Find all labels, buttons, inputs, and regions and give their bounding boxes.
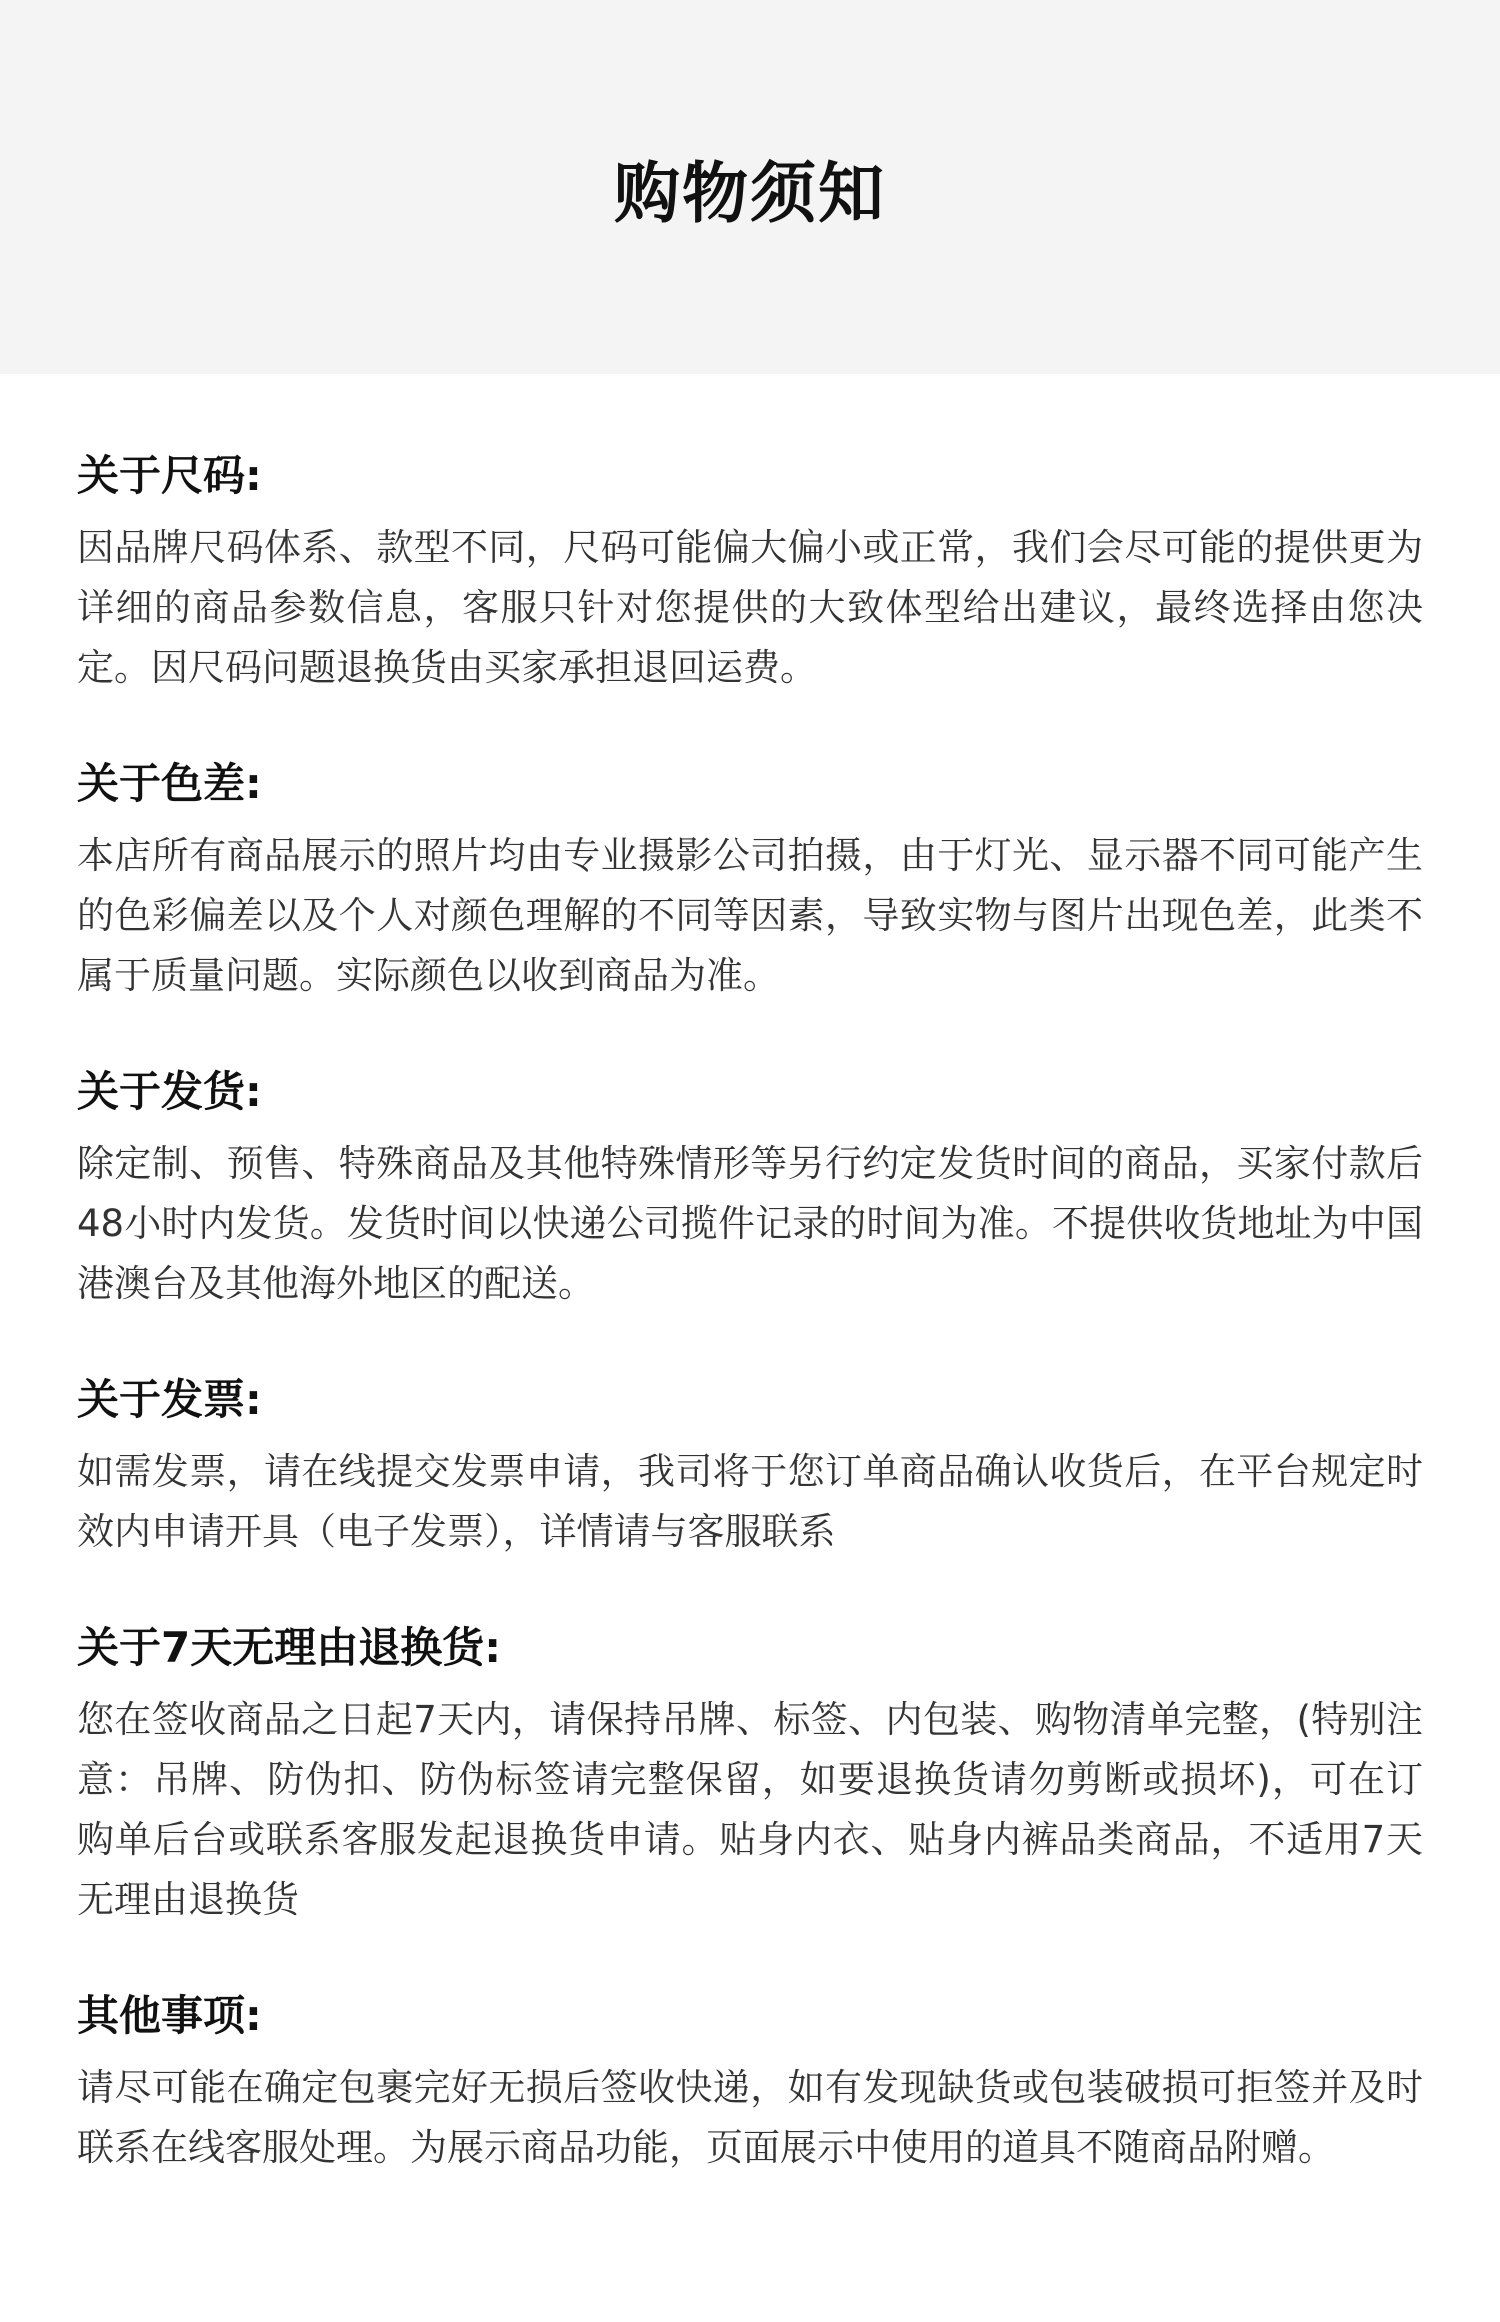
section-other (77, 1986, 1423, 2178)
header-banner (0, 0, 1500, 374)
section-text: 您在签收商品之日起7天内，请保持吊牌、标签、内包装、购物清单完整，(特别注意：吊牌、防伪扣、防伪标签请完整保留，如要退换货请勿剪断或损坏)，可在订购单后台或联系客服发起退换货申请。贴身内衣、贴身内裤品类商品，不适用7天无理由退换货 (77, 1698, 1423, 1921)
notice-content (0, 374, 1500, 2178)
section-text: 如需发票，请在线提交发票申请，我司将于您订单商品确认收货后，在平台规定时效内申请开具（电子发票），详情请与客服联系 (77, 1450, 1423, 1553)
section-heading: 关于7天无理由退换货: (77, 1623, 502, 1672)
section-invoice (77, 1370, 1423, 1562)
section-text: 因品牌尺码体系、款型不同，尺码可能偏大偏小或正常，我们会尽可能的提供更为详细的商品参数信息，客服只针对您提供的大致体型给出建议，最终选择由您决定。因尺码问题退换货由买家承担退回运费。 (77, 526, 1423, 689)
section-heading: 其他事项: (77, 1991, 262, 2040)
section-heading: 关于尺码: (77, 451, 262, 500)
page-title: 购物须知 (614, 154, 886, 232)
section-text: 本店所有商品展示的照片均由专业摄影公司拍摄，由于灯光、显示器不同可能产生的色彩偏差以及个人对颜色理解的不同等因素，导致实物与图片出现色差，此类不属于质量问题。实际颜色以收到商品为准。 (77, 834, 1423, 997)
section-size (77, 446, 1423, 698)
section-text: 请尽可能在确定包裹完好无损后签收快递，如有发现缺货或包装破损可拒签并及时联系在线客服处理。为展示商品功能，页面展示中使用的道具不随商品附赠。 (77, 2066, 1423, 2169)
section-heading: 关于发货: (77, 1067, 262, 1116)
section-returns (77, 1618, 1423, 1930)
section-shipping (77, 1062, 1423, 1314)
section-heading: 关于发票: (77, 1375, 262, 1424)
section-heading: 关于色差: (77, 759, 262, 808)
section-text: 除定制、预售、特殊商品及其他特殊情形等另行约定发货时间的商品，买家付款后48小时内发货。发货时间以快递公司揽件记录的时间为准。不提供收货地址为中国港澳台及其他海外地区的配送。 (77, 1142, 1423, 1305)
section-color-difference (77, 754, 1423, 1006)
